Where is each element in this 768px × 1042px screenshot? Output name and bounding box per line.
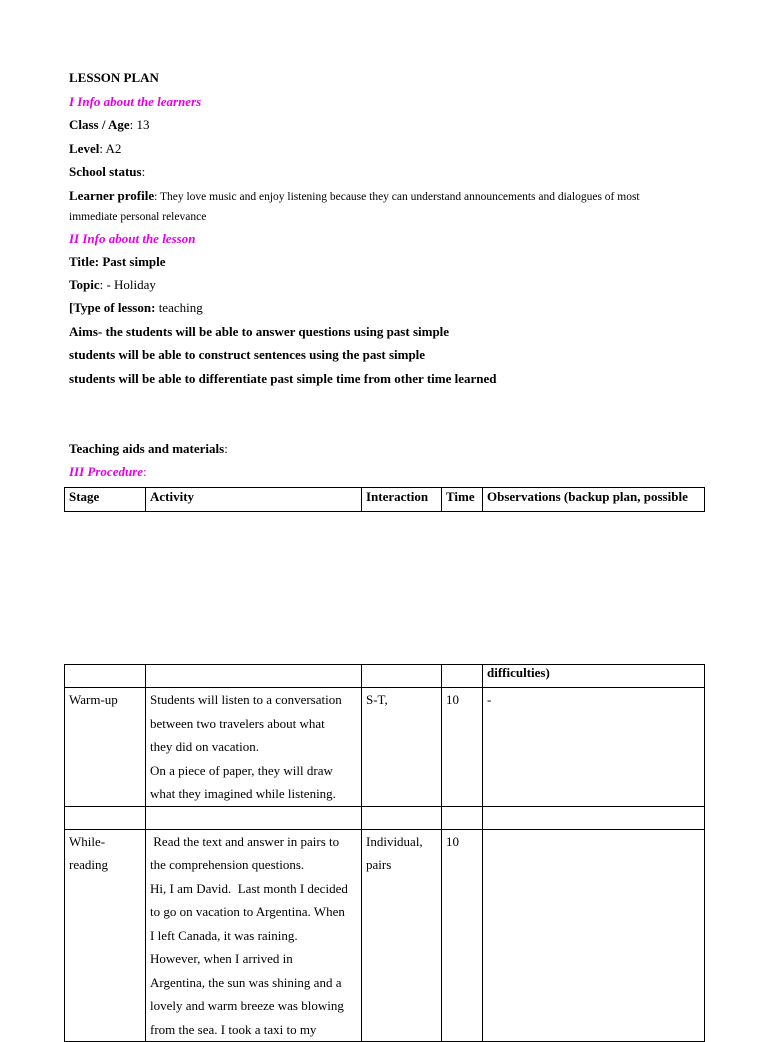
school-status-label: School status bbox=[69, 164, 142, 179]
activity-cell bbox=[146, 688, 362, 807]
table-header-row bbox=[65, 488, 705, 512]
empty-cell bbox=[442, 665, 483, 688]
learner-profile-text-cont: immediate personal relevance bbox=[69, 211, 207, 223]
teaching-aids-value: : bbox=[224, 441, 228, 456]
interaction-cell: S-T, bbox=[362, 688, 442, 807]
observations-cell: - bbox=[483, 688, 705, 807]
time-cell: 10 bbox=[442, 829, 483, 1042]
section-procedure-colon: : bbox=[143, 464, 147, 479]
interaction-line: pairs bbox=[366, 857, 392, 872]
lesson-type-value: teaching bbox=[158, 300, 203, 315]
procedure-table bbox=[64, 664, 705, 1042]
topic-label: Topic bbox=[69, 277, 100, 292]
table-header-cont-row bbox=[65, 665, 705, 688]
teaching-aids-label: Teaching aids and materials bbox=[69, 441, 225, 456]
header-stage: Stage bbox=[65, 488, 146, 512]
activity-line: to go on vacation to Argentina. When bbox=[150, 904, 345, 919]
header-observations: Observations (backup plan, possible bbox=[483, 488, 705, 512]
topic-value: : - Holiday bbox=[99, 277, 156, 292]
header-time: Time bbox=[442, 488, 483, 512]
section-learners-heading: I Info about the learners bbox=[69, 94, 202, 109]
teaching-aids-line bbox=[69, 441, 228, 457]
empty-cell bbox=[483, 806, 705, 829]
header-observations-cont: difficulties) bbox=[483, 665, 705, 688]
topic-line bbox=[69, 277, 156, 293]
stage-line: While- bbox=[69, 833, 106, 849]
interaction-line: Individual, bbox=[366, 833, 423, 849]
school-status-line bbox=[69, 164, 145, 180]
activity-line: On a piece of paper, they will draw bbox=[150, 762, 333, 778]
stage-cell bbox=[65, 829, 146, 1042]
aims-line-1: Aims- the students will be able to answer questions using past simple bbox=[69, 324, 450, 339]
empty-cell bbox=[442, 806, 483, 829]
activity-line: what they imagined while listening. bbox=[150, 786, 336, 801]
level-value: : A2 bbox=[99, 141, 122, 156]
learner-profile-text: : They love music and enjoy listening because they can understand announcements and dialogues of most bbox=[154, 191, 640, 203]
interaction-cell bbox=[362, 829, 442, 1042]
activity-cell bbox=[146, 829, 362, 1042]
table-row-warm-up bbox=[65, 688, 705, 807]
empty-cell bbox=[362, 665, 442, 688]
empty-cell bbox=[362, 806, 442, 829]
empty-cell bbox=[146, 806, 362, 829]
learner-profile-label: Learner profile bbox=[69, 188, 155, 203]
class-age-value: : 13 bbox=[129, 117, 150, 132]
activity-line: Read the text and answer in pairs to bbox=[150, 833, 340, 849]
aims-line-2: students will be able to construct sentences using the past simple bbox=[69, 347, 426, 362]
level-label: Level bbox=[69, 141, 100, 156]
lesson-type-line bbox=[69, 300, 203, 316]
aims-line-3: students will be able to differentiate past simple time from other time learned bbox=[69, 371, 497, 386]
level-line bbox=[69, 141, 121, 157]
lesson-title: Title: Past simple bbox=[69, 254, 166, 269]
school-status-value: : bbox=[141, 164, 146, 179]
activity-line: they did on vacation. bbox=[150, 739, 260, 754]
lesson-plan-heading: LESSON PLAN bbox=[69, 70, 159, 85]
empty-cell bbox=[65, 665, 146, 688]
lesson-type-label: [Type of lesson: bbox=[69, 300, 159, 315]
empty-cell bbox=[65, 806, 146, 829]
activity-line: However, when I arrived in bbox=[150, 951, 293, 966]
activity-line: lovely and warm breeze was blowing bbox=[150, 998, 344, 1013]
activity-line: Students will listen to a conversation bbox=[150, 692, 342, 707]
table-row-while-reading bbox=[65, 829, 705, 1042]
activity-line: between two travelers about what bbox=[150, 715, 325, 731]
section-procedure-heading: III Procedure bbox=[69, 464, 144, 479]
empty-cell bbox=[146, 665, 362, 688]
stage-line: reading bbox=[69, 857, 108, 872]
activity-line: the comprehension questions. bbox=[150, 857, 305, 872]
section-lesson-heading: II Info about the lesson bbox=[69, 231, 196, 246]
observations-cell bbox=[483, 829, 705, 1042]
activity-line: from the sea. I took a taxi to my bbox=[150, 1021, 317, 1037]
stage-cell: Warm-up bbox=[65, 688, 146, 807]
class-age-label: Class / Age bbox=[69, 117, 130, 132]
procedure-table-header bbox=[64, 487, 705, 512]
header-interaction: Interaction bbox=[362, 488, 442, 512]
header-activity: Activity bbox=[146, 488, 362, 512]
section-procedure-line bbox=[69, 464, 147, 480]
table-row-empty bbox=[65, 806, 705, 829]
time-cell: 10 bbox=[442, 688, 483, 807]
class-age-line bbox=[69, 117, 150, 133]
activity-line: Hi, I am David. Last month I decided bbox=[150, 880, 348, 896]
activity-line: Argentina, the sun was shining and a bbox=[150, 974, 342, 990]
activity-line: I left Canada, it was raining. bbox=[150, 927, 298, 943]
learner-profile-line bbox=[69, 188, 640, 205]
